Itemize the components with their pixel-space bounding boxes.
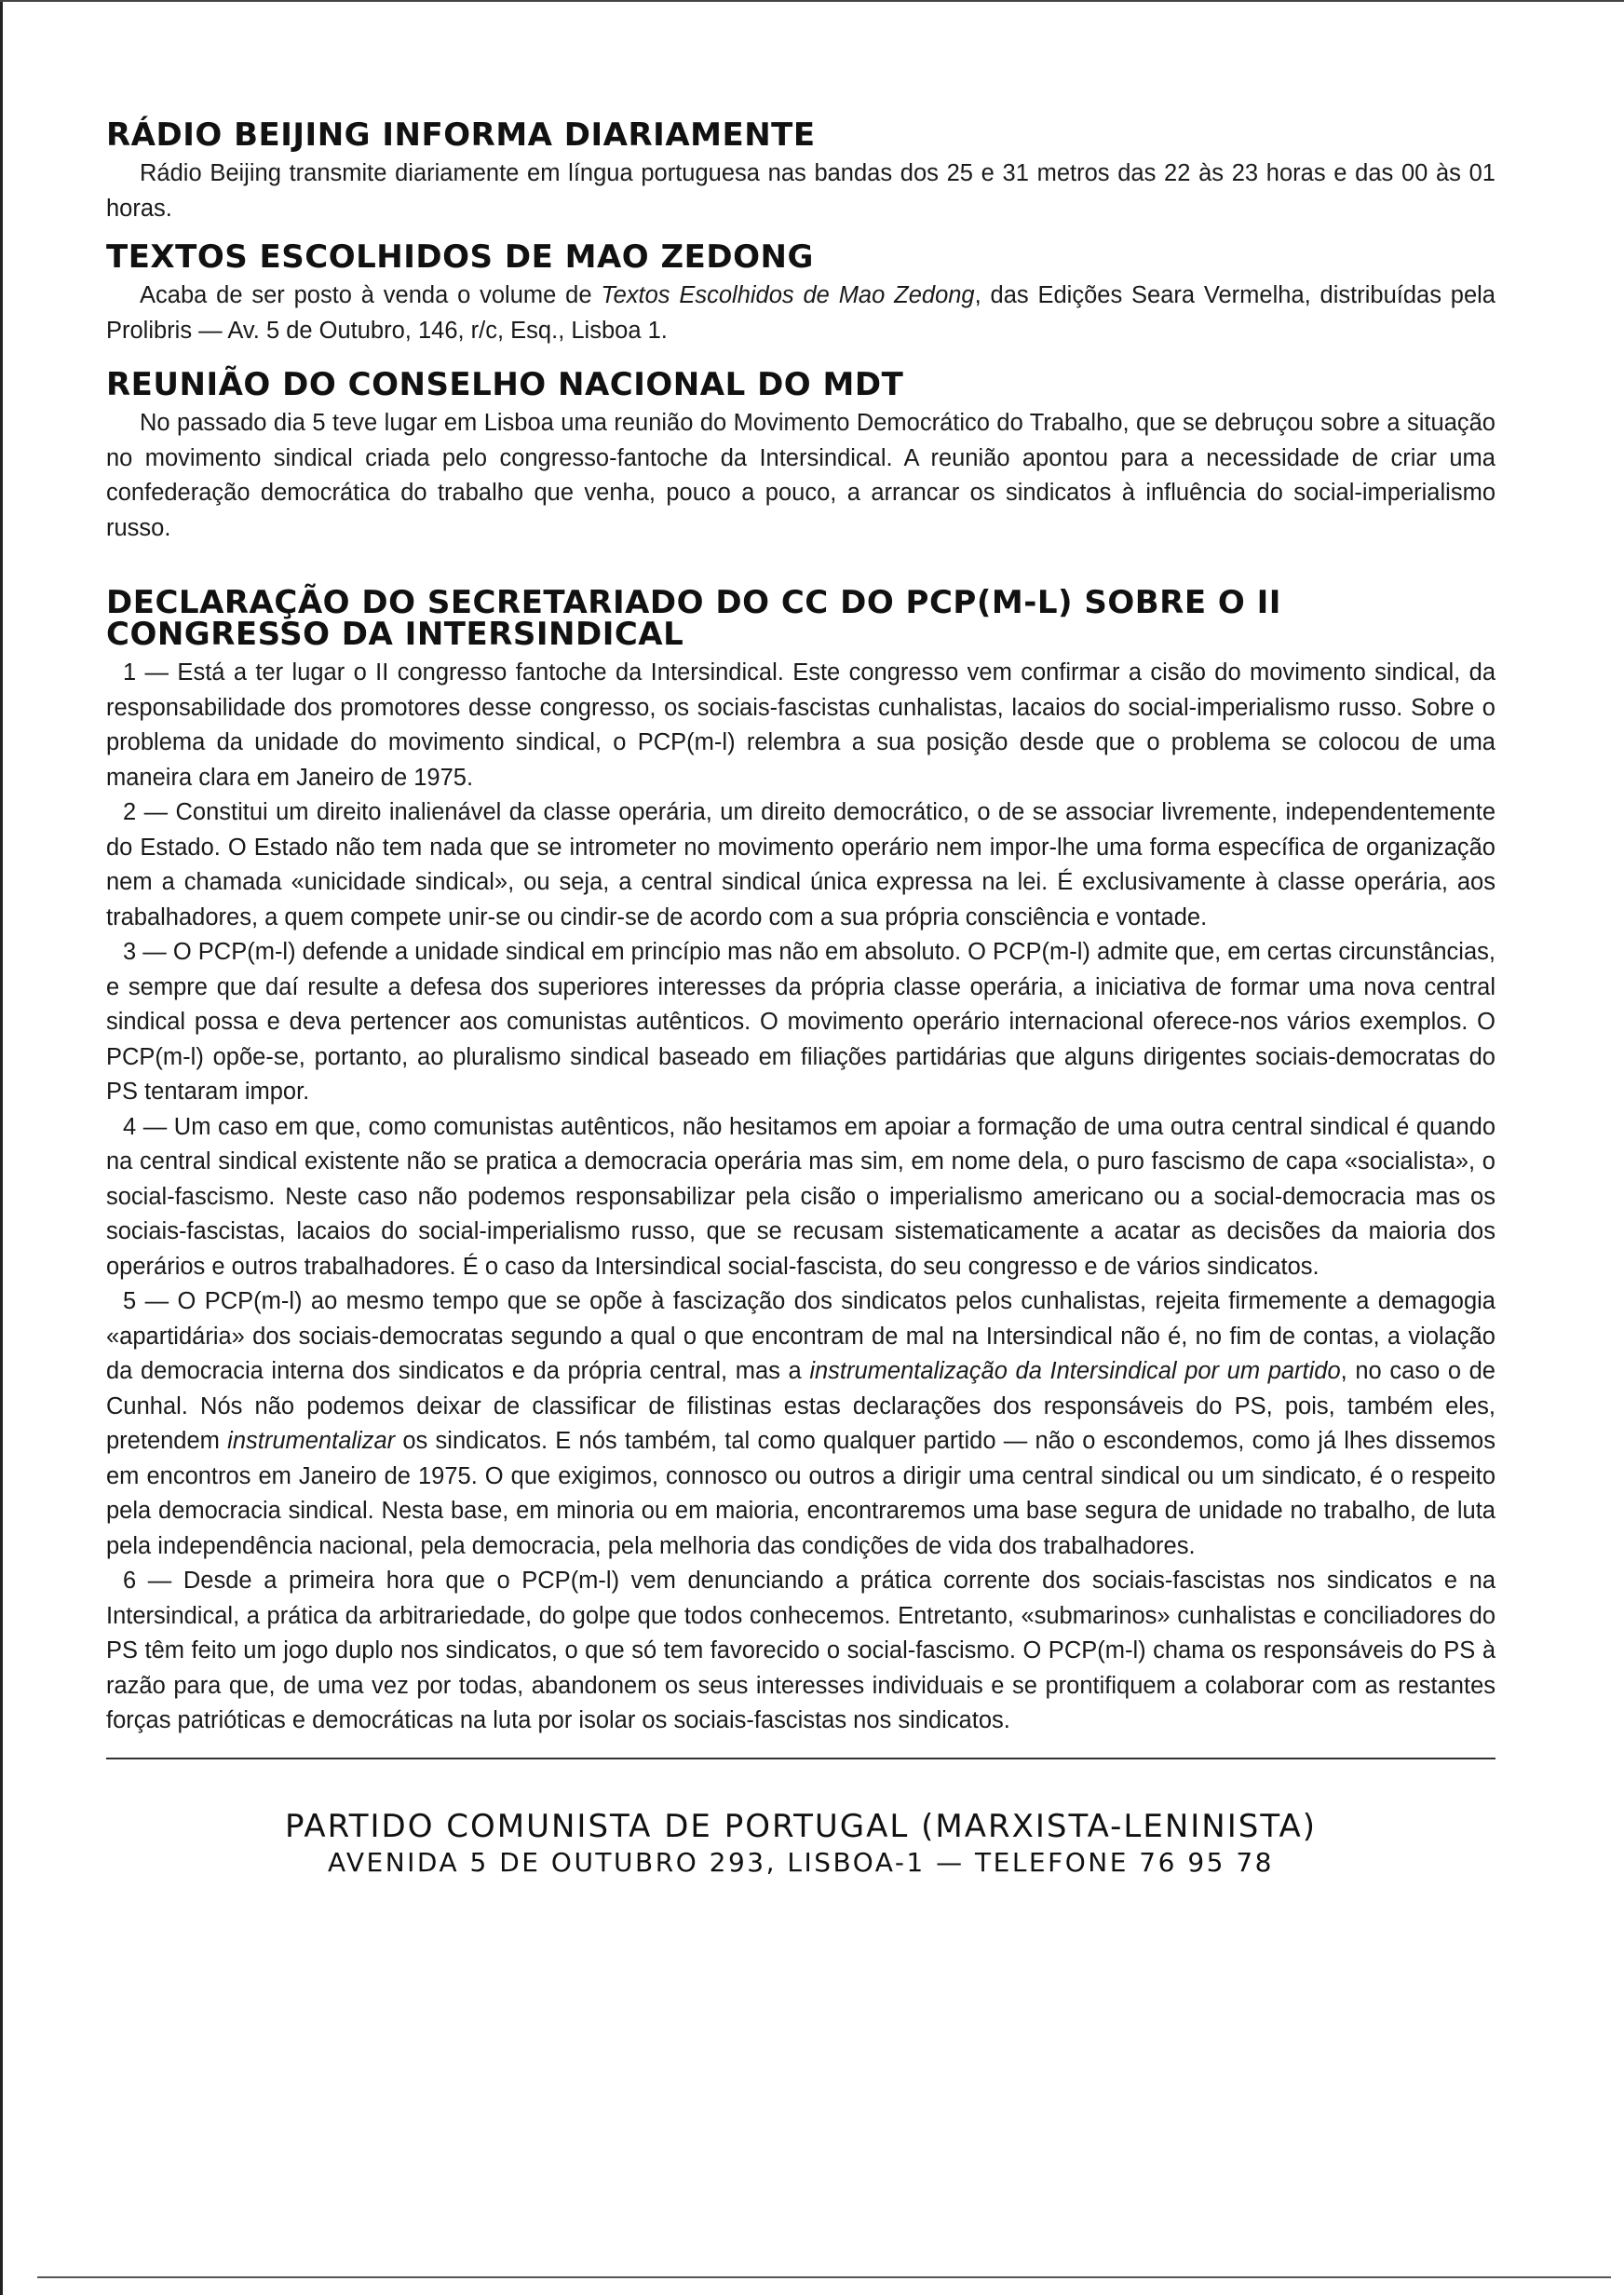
section-paragraph [106, 278, 1495, 348]
section-paragraph: Rádio Beijing transmite diariamente em língua portuguesa nas bandas dos 25 e 31 metros das 22 às 23 horas e das 00 às 01 horas. [106, 160, 1495, 222]
text-run: Acaba de ser posto à venda o volume de [140, 282, 602, 308]
section-textos-escolhidos [106, 238, 1495, 348]
section-title: TEXTOS ESCOLHIDOS DE MAO ZEDONG [106, 238, 814, 276]
footer-divider [106, 1758, 1495, 1759]
declaration-point-6: 6 — Desde a primeira hora que o PCP(m-l) vem denunciando a prática corrente dos sociais-fascistas nos sindicatos e na Intersindical, a prática da arbitrariedade, do golpe que todos conhecemos. Entretanto, «submarinos» cunhalistas e conciliadores do PS têm feito um jogo duplo nos sindicatos, o que só tem favorecido o social-fascismo. O PCP(m-l) chama os responsáveis do PS à razão para que, de uma vez por todas, abandonem os seus interesses individuais e se prontifiquem a colaborar com as restantes forças patrióticas e democráticas na luta por isolar os sociais-fascistas nos sindicatos. [106, 1568, 1495, 1733]
document-page [106, 116, 1495, 1881]
italic-phrase: instrumentalizar [227, 1428, 396, 1454]
section-title: RÁDIO BEIJING INFORMA DIARIAMENTE [106, 116, 816, 154]
page-edge-bottom [37, 2276, 1611, 2278]
declaration-point-2: 2 — Constitui um direito inalienável da classe operária, um direito democrático, o de se associar livremente, independentemente do Estado. O Estado não tem nada que se intrometer no movimento operário nem impor-lhe uma forma específica de organização nem a chamada «unicidade sindical», ou seja, a central sindical única expressa na lei. É exclusivamente à classe operária, aos trabalhadores, a quem compete unir-se ou cindir-se de acordo com a sua própria consciência e vontade. [106, 799, 1495, 930]
text-run: os sindicatos. E nós também, tal como qualquer partido — não o escondemos, como já lhes dissemos em encontros em Janeiro de 1975. O que exigimos, connosco ou outros a dirigir uma central sindical ou um sindicato, é o respeito pela democracia sindical. Nesta base, em minoria ou em maioria, encontraremos uma base segura de unidade no trabalho, de luta pela independência nacional, pela democracia, pela melhoria das condições de vida dos trabalhadores. [106, 1428, 1495, 1559]
section-radio-beijing [106, 116, 1495, 226]
section-title: DECLARAÇÃO DO SECRETARIADO DO CC DO PCP(M-L) SOBRE O II CONGRESSO DA INTERSINDICAL [106, 584, 1281, 653]
section-title: REUNIÃO DO CONSELHO NACIONAL DO MDT [106, 366, 904, 403]
italic-phrase: instrumentalização da Intersindical por um partido [809, 1358, 1341, 1384]
footer-address: AVENIDA 5 DE OUTUBRO 293, LISBOA-1 — TELEFONE 76 95 78 [328, 1846, 1274, 1878]
text-run: , no caso o de Cunhal. Nós não podemos deixar de classificar de filistinas estas declarações dos responsáveis do PS, pois, também eles, pretendem [106, 1358, 1495, 1454]
text-run: , das Edições Seara Vermelha, distribuídas pela Prolibris — Av. 5 de Outubro, 146, r/c, Esq., Lisboa 1. [106, 282, 1495, 344]
section-declaracao [106, 584, 1495, 1739]
book-title: Textos Escolhidos de Mao Zedong [601, 282, 975, 308]
text-run: 5 — O PCP(m-l) ao mesmo tempo que se opõe à fascização dos sindicatos pelos cunhalistas, rejeita firmemente a demagogia «apartidária» dos sociais-democratas segundo a qual o que encontram de mal na Intersindical não é, no fim de contas, a violação da democracia interna dos sindicatos e da própria central, mas a [106, 1288, 1495, 1384]
footer [106, 1808, 1495, 1881]
section-conselho-mdt [106, 366, 1495, 546]
page-edge-top [0, 0, 1624, 2]
footer-party-name: PARTIDO COMUNISTA DE PORTUGAL (MARXISTA-LENINISTA) [284, 1807, 1317, 1845]
declaration-point-3: 3 — O PCP(m-l) defende a unidade sindical em princípio mas não em absoluto. O PCP(m-l) admite que, em certas circunstâncias, e sempre que daí resulte a defesa dos superiores interesses da própria classe operária, a iniciativa de formar uma nova central sindical possa e deva pertencer aos comunistas autênticos. O movimento operário internacional oferece-nos vários exemplos. O PCP(m-l) opõe-se, portanto, ao pluralismo sindical baseado em filiações partidárias que alguns dirigentes sociais-democratas do PS tentaram impor. [106, 939, 1495, 1105]
declaration-point-4: 4 — Um caso em que, como comunistas autênticos, não hesitamos em apoiar a formação de uma outra central sindical é quando na central sindical existente não se pratica a democracia operária mas sim, em nome dela, o puro fascismo de capa «socialista», o social-fascismo. Neste caso não podemos responsabilizar pela cisão o imperialismo americano ou a social-democracia mas os sociais-fascistas, lacaios do social-imperialismo russo, que se recusam sistematicamente a acatar as decisões da maioria dos operários e outros trabalhadores. É o caso da Intersindical social-fascista, do seu congresso e de vários sindicatos. [106, 1113, 1495, 1280]
page-edge-left [0, 0, 3, 2295]
declaration-point-5 [106, 1284, 1495, 1564]
section-paragraph: No passado dia 5 teve lugar em Lisboa uma reunião do Movimento Democrático do Trabalho, que se debruçou sobre a situação no movimento sindical criada pelo congresso-fantoche da Intersindical. A reunião apontou para a necessidade de criar uma confederação democrática do trabalho que venha, pouco a pouco, a arrancar os sindicatos à influência do social-imperialismo russo. [106, 410, 1495, 541]
declaration-point-1: 1 — Está a ter lugar o II congresso fantoche da Intersindical. Este congresso vem confirmar a cisão do movimento sindical, da responsabilidade dos promotores desse congresso, os sociais-fascistas cunhalistas, lacaios do social-imperialismo russo. Sobre o problema da unidade do movimento sindical, o PCP(m-l) relembra a sua posição desde que o problema se colocou de uma maneira clara em Janeiro de 1975. [106, 659, 1495, 791]
